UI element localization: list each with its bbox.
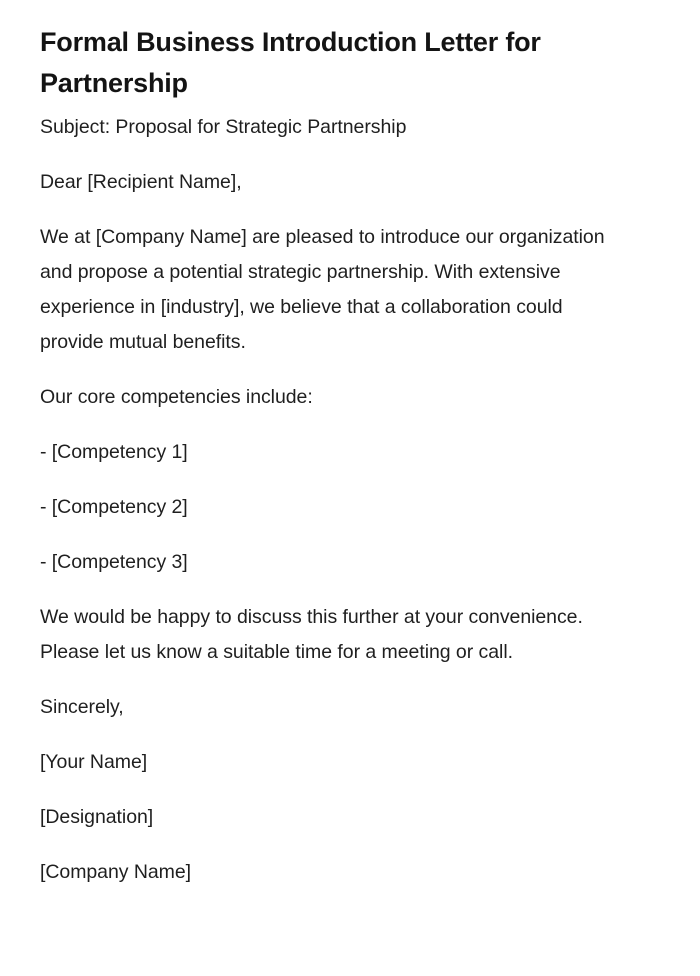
- salutation: Dear [Recipient Name],: [40, 171, 242, 193]
- signature-company: [Company Name]: [40, 861, 192, 883]
- intro-paragraph: We at [Company Name] are pleased to introduce our organization and propose a potential strategic partnership. With extensive experience in [industry], we believe that a collaboration could provide mutual benefits.: [40, 226, 605, 353]
- competencies-heading: Our core competencies include:: [40, 386, 313, 408]
- signature-designation: [Designation]: [40, 806, 154, 828]
- signature-name: [Your Name]: [40, 751, 148, 773]
- list-item: - [Competency 3]: [40, 551, 188, 573]
- closing-paragraph: We would be happy to discuss this further at your convenience. Please let us know a suitable time for a meeting or call.: [40, 606, 583, 663]
- page-title: Formal Business Introduction Letter for Partnership: [40, 27, 541, 98]
- valediction: Sincerely,: [40, 696, 124, 718]
- list-item: - [Competency 1]: [40, 441, 188, 463]
- subject-line: Subject: Proposal for Strategic Partnership: [40, 116, 407, 138]
- list-item: - [Competency 2]: [40, 496, 188, 518]
